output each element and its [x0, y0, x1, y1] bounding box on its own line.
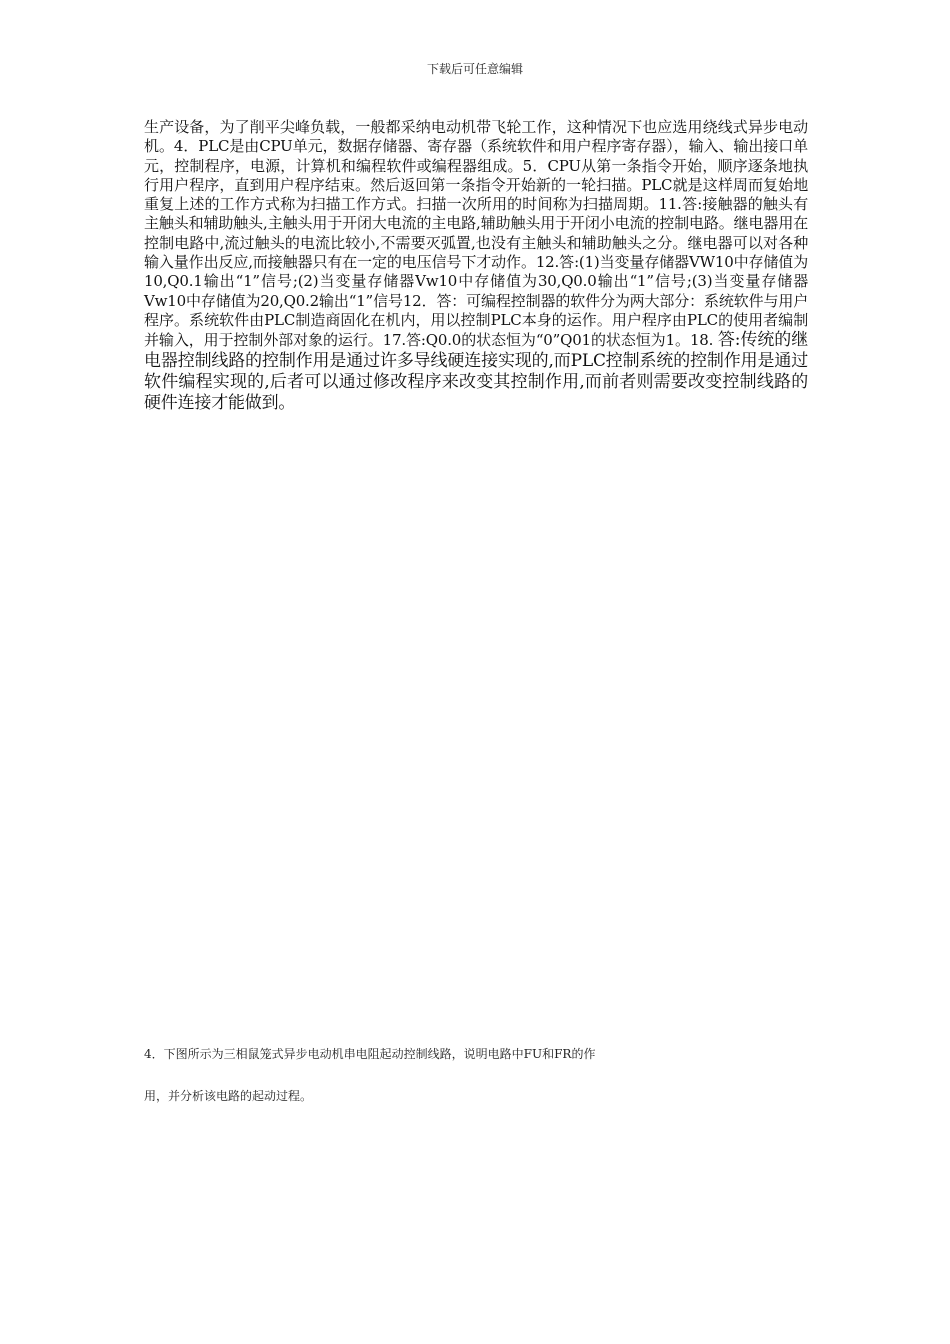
- answer-paragraph: [144, 118, 808, 414]
- answer-text-part2: 答:传统的继电器控制线路的控制作用是通过许多导线硬连接实现的,而PLC控制系统的控制作用是通过软件编程实现的,后者可以通过修改程序来改变其控制作用,而前者则需要改变控制线路的硬件连接才能做到。: [144, 330, 808, 414]
- answer-text-part1: 生产设备，为了削平尖峰负载，一般都采纳电动机带飞轮工作，这种情况下也应选用绕线式异步电动机。4．PLC是由CPU单元，数据存储器、寄存器（系统软件和用户程序寄存器），输入、输出接口单元，控制程序，电源，计算机和编程软件或编程器组成。5．CPU从第一条指令开始，顺序逐条地执行用户程序，直到用户程序结束。然后返回第一条指令开始新的一轮扫描。PLC就是这样周而复始地重复上述的工作方式称为扫描工作方式。扫描一次所用的时间称为扫描周期。11.答:接触器的触头有主触头和辅助触头,主触头用于开闭大电流的主电路,辅助触头用于开闭小电流的控制电路。继电器用在控制电路中,流过触头的电流比较小,不需要灭弧置,也没有主触头和辅助触头之分。继电器可以对各种输入量作出反应,而接触器只有在一定的电压信号下才动作。12.答:(1)当变量存储器VW10中存储值为10,Q0.1输出“1”信号;(2)当变量存储器Vw10中存储值为30,Q0.0输出“1”信号;(3)当变量存储器Vw10中存储值为20,Q0.2输出“1”信号12．答：可编程控制器的软件分为两大部分：系统软件与用户程序。系统软件由PLC制造商固化在机内，用以控制PLC本身的运作。用户程序由PLC的使用者编制并输入，用于控制外部对象的运行。17.答:Q0.0的状态恒为“0”Q01的状态恒为1。18.: [144, 118, 808, 350]
- page-header: 下载后可任意编辑: [426, 62, 523, 76]
- question-4-line-2: 用，并分析该电路的起动过程。: [144, 1089, 313, 1103]
- question-4-line-1: 4．下图所示为三相鼠笼式异步电动机串电阻起动控制线路，说明电路中FU和FR的作: [144, 1047, 596, 1061]
